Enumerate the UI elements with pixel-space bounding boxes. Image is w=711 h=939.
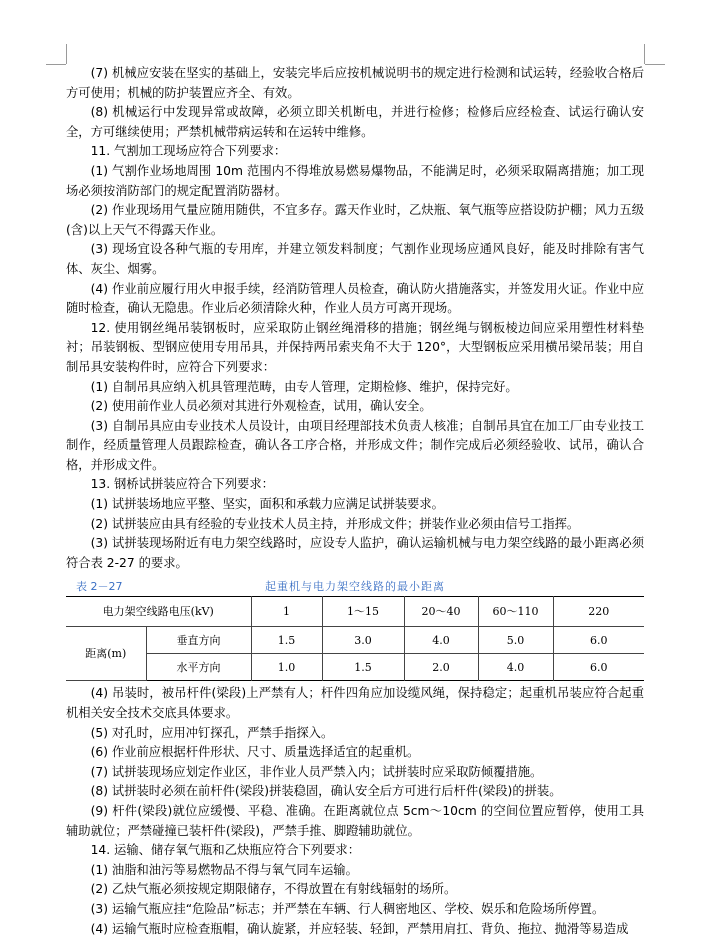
paragraph: (3) 自制吊具应由专业技术人员设计，由项目经理部技术负责人核准；自制吊具宜在加工厂由专业技工制作，经质量管理人员跟踪检查，确认各工序合格，并形成文件；制作完成后必须经验收、试吊，确认合格，并形成文件。 xyxy=(66,418,644,472)
paragraph: (2) 试拼装应由具有经验的专业技术人员主持，并形成文件；拼装作业必须由信号工指挥。 xyxy=(90,516,580,531)
paragraph-group-bottom xyxy=(66,684,644,939)
paragraph: (7) 试拼装现场应划定作业区，非作业人员严禁入内；试拼装时应采取防倾覆措施。 xyxy=(90,764,543,779)
table-title: 起重机与电力架空线路的最小距离 xyxy=(265,580,445,594)
voltage-cell: 1 xyxy=(251,597,322,627)
paragraph: (1) 气割作业场地周围 10m 范围内不得堆放易燃易爆物品，不能满足时，必须采取隔离措施；加工现场必须按消防部门的规定配置消防器材。 xyxy=(66,163,644,198)
crop-mark-top-right-vertical xyxy=(644,44,645,64)
table-caption xyxy=(66,574,644,596)
value-cell: 1.5 xyxy=(251,627,322,654)
table-number: 表 2－27 xyxy=(76,580,123,594)
crop-mark-top-left-vertical xyxy=(66,44,67,64)
paragraph: (1) 试拼装场地应平整、坚实，面积和承载力应满足试拼装要求。 xyxy=(90,497,444,512)
header-voltage-label: 电力架空线路电压(kV) xyxy=(66,597,251,627)
direction-cell: 水平方向 xyxy=(146,654,251,681)
table-row xyxy=(66,627,644,654)
paragraph: 12. 使用钢丝绳吊装钢板时，应采取防止钢丝绳滑移的措施；钢丝绳与钢板棱边间应采用塑性材料垫衬；吊装钢板、型钢应使用专用吊具，并保持两吊索夹角不大于 120°，大型钢板应采用横吊梁吊装；用自制吊具安装构件时，应符合下列要求： xyxy=(66,320,644,374)
document-body xyxy=(66,64,644,939)
table-header-row xyxy=(66,597,644,627)
paragraph: (2) 作业现场用气量应随用随供，不宜多存。露天作业时，乙炔瓶、氧气瓶等应搭设防护棚；风力五级(含)以上天气不得露天作业。 xyxy=(66,203,644,237)
paragraph: (3) 试拼装现场附近有电力架空线路时，应设专人监护，确认运输机械与电力架空线路的最小距离必须符合表 2-27 的要求。 xyxy=(66,536,644,570)
value-cell: 3.0 xyxy=(322,627,404,654)
paragraph: (2) 使用前作业人员必须对其进行外观检查，试用，确认安全。 xyxy=(90,399,432,414)
value-cell: 2.0 xyxy=(404,654,478,681)
paragraph: (7) 机械应安装在坚实的基础上，安装完毕后应按机械说明书的规定进行检测和试运转，经验收合格后方可使用；机械的防护装置应齐全、有效。 xyxy=(66,66,644,100)
paragraph: 13. 钢桥试拼装应符合下列要求： xyxy=(90,477,274,492)
paragraph: (5) 对孔时，应用冲钉探孔，严禁手指探入。 xyxy=(90,725,334,740)
distance-table xyxy=(66,596,644,681)
crop-mark-top-right-horizontal xyxy=(645,64,665,65)
voltage-cell: 220 xyxy=(553,597,644,627)
voltage-cell: 60～110 xyxy=(478,597,553,627)
row-group-label: 距离(m) xyxy=(66,627,146,681)
crop-mark-top-left-horizontal xyxy=(46,64,66,65)
paragraph: (4) 吊装时，被吊杆件(梁段)上严禁有人；杆件四角应加设缆风绳，保持稳定；起重机吊装应符合起重机相关安全技术交底具体要求。 xyxy=(66,686,644,721)
paragraph: (1) 自制吊具应纳入机具管理范畴，由专人管理，定期检修、维护，保持完好。 xyxy=(90,379,518,394)
direction-cell: 垂直方向 xyxy=(146,627,251,654)
paragraph-group-top xyxy=(66,64,644,573)
value-cell: 1.0 xyxy=(251,654,322,681)
value-cell: 4.0 xyxy=(404,627,478,654)
value-cell: 5.0 xyxy=(478,627,553,654)
paragraph: (1) 油脂和油污等易燃物品不得与氧气同车运输。 xyxy=(90,862,358,877)
paragraph: (3) 运输气瓶应挂“危险品”标志；并严禁在车辆、行人稠密地区、学校、娱乐和危险场所停置。 xyxy=(90,901,605,916)
value-cell: 6.0 xyxy=(553,654,644,681)
voltage-cell: 20～40 xyxy=(404,597,478,627)
paragraph: (8) 机械运行中发现异常或故障，必须立即关机断电，并进行检修；检修后应经检查、试运行确认安全，方可继续使用；严禁机械带病运转和在运转中维修。 xyxy=(66,105,644,139)
value-cell: 1.5 xyxy=(322,654,404,681)
value-cell: 6.0 xyxy=(553,627,644,654)
paragraph: (2) 乙炔气瓶必须按规定期限储存，不得放置在有射线辐射的场所。 xyxy=(90,882,457,897)
paragraph: (4) 作业前应履行用火申报手续，经消防管理人员检查，确认防火措施落实，并签发用火证。作业中应随时检查，确认无隐患。作业后必须清除火种，作业人员方可离开现场。 xyxy=(66,281,644,316)
paragraph: (4) 运输气瓶时应检查瓶帽，确认旋紧，并应轻装、轻卸，严禁用肩扛、背负、拖拉、抛滑等易造成 xyxy=(90,921,629,936)
paragraph: 14. 运输、储存氧气瓶和乙炔瓶应符合下列要求： xyxy=(90,843,360,858)
paragraph: 11. 气割加工现场应符合下列要求： xyxy=(90,144,287,159)
voltage-cell: 1～15 xyxy=(322,597,404,627)
value-cell: 4.0 xyxy=(478,654,553,681)
paragraph: (3) 现场宜设各种气瓶的专用库，并建立领发料制度；气割作业现场应通风良好，能及时排除有害气体、灰尘、烟雾。 xyxy=(66,242,644,276)
paragraph: (9) 杆件(梁段)就位应缓慢、平稳、准确。在距离就位点 5cm～10cm 的空间位置应暂停，使用工具辅助就位；严禁碰撞已装杆件(梁段)，严禁手推、脚蹬辅助就位。 xyxy=(66,804,644,838)
paragraph: (6) 作业前应根据杆件形状、尺寸、质量选择适宜的起重机。 xyxy=(90,745,420,760)
table-row xyxy=(66,654,644,681)
paragraph: (8) 试拼装时必须在前杆件(梁段)拼装稳固，确认安全后方可进行后杆件(梁段)的拼装。 xyxy=(90,784,562,799)
